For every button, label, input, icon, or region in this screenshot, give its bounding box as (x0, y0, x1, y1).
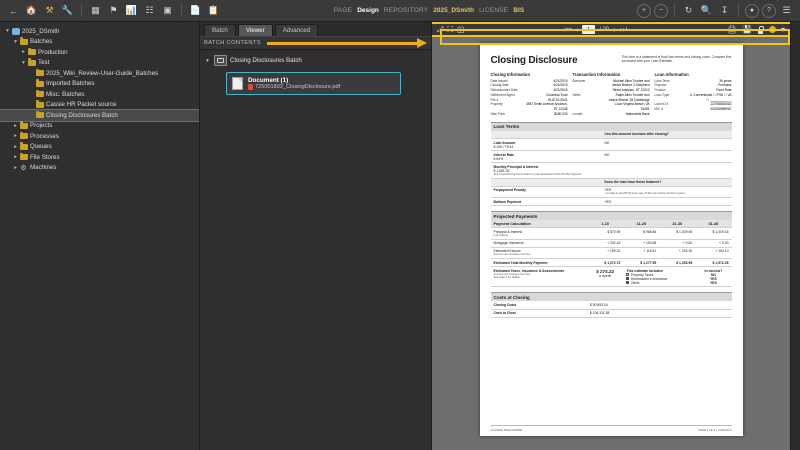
projected-payments-column-header: 11-20 (623, 220, 659, 228)
pdf-file-icon (248, 84, 253, 90)
folder-icon (19, 153, 28, 161)
folder-icon (19, 132, 28, 140)
payment-row-value: $ 1,419.16 (695, 228, 731, 239)
payment-row-label: Principal & Interest (493, 229, 522, 234)
tree-item-cassie-hr-packet-source[interactable] (0, 100, 199, 111)
page-number-input[interactable]: 1 (582, 25, 595, 34)
tab-viewer[interactable]: Viewer (238, 24, 273, 36)
loan-info-row (655, 93, 732, 103)
loan-info-row (655, 107, 732, 112)
main-body (0, 22, 800, 450)
payment-row-value: $ 1,277.95 (623, 258, 659, 266)
tree-item-closing-disclosures-batch[interactable] (0, 110, 199, 121)
chevron-right-icon[interactable]: ▸ (14, 154, 17, 161)
tree-item-label: Machines (30, 164, 57, 172)
viewer-stage[interactable] (432, 37, 790, 450)
tree-item-test[interactable] (0, 58, 199, 69)
in-escrow-value: YES (709, 280, 717, 285)
payment-row-value: + 224.30 (659, 247, 695, 258)
payment-row-value: $ 966.86 (623, 228, 659, 239)
help-icon[interactable]: ? (762, 4, 776, 18)
top-toolbar-right (637, 3, 794, 18)
tree-item-2025-dsmith[interactable] (0, 26, 199, 37)
closing-info-row (491, 112, 568, 117)
payment-row-label: Mortgage Insurance (493, 241, 524, 246)
field-value: Fixed Rate (716, 88, 732, 93)
field-value: 25-8742-0001 (547, 97, 568, 102)
payment-row-value: $ 1,029.65 (659, 228, 695, 239)
projected-payments-table (491, 220, 732, 287)
payment-row-value: + 0.00 (659, 239, 695, 247)
prev-page-icon[interactable]: ‹ (575, 24, 579, 34)
chevron-right-icon[interactable]: ▸ (14, 164, 17, 171)
projected-payments-title: Projected Payments (493, 213, 538, 219)
chevron-right-icon[interactable]: ▸ (14, 133, 17, 140)
fit-page-icon[interactable]: ⤢ (437, 24, 444, 34)
field-value: 30 years (719, 78, 732, 83)
folder-icon (35, 69, 44, 77)
field-label: Loan Term (654, 78, 670, 83)
escrow-checkbox[interactable] (626, 281, 629, 284)
costs-value: $ 50,893.04 (587, 301, 732, 309)
closing-information-block (491, 72, 568, 117)
search-icon[interactable]: 🔍 (700, 5, 713, 15)
batch-contents-bar (200, 36, 431, 50)
costs-row (491, 309, 732, 317)
field-value: 4/21/2015 (553, 83, 568, 88)
tree-item-label: Processes (30, 132, 59, 140)
projected-payments-row (491, 239, 732, 247)
escrow-checkbox[interactable] (626, 273, 629, 276)
field-label: Closing Date (490, 83, 509, 88)
folder-icon (19, 143, 28, 151)
folder-icon (19, 122, 28, 130)
escrow-row (491, 267, 732, 287)
pdf-footer-right: PAGE 1 OF 5 • LOAN ID # (698, 428, 732, 432)
tree-item-processes[interactable] (0, 131, 199, 142)
first-page-icon[interactable]: ⏮ (564, 24, 572, 34)
tools-icon[interactable]: ⚒ (45, 5, 54, 15)
loan-terms-answer: NO (601, 139, 731, 151)
document-viewer-panel (432, 22, 790, 450)
download-icon[interactable]: ↧ (720, 5, 729, 15)
transaction-information-heading: Transaction Information (572, 72, 621, 77)
field-value: 4/21/2015 (553, 78, 568, 83)
repository-value: 2025_DSmith (433, 7, 475, 14)
tree-item-file-stores[interactable] (0, 152, 199, 163)
escrow-include-text: Property Taxes (630, 272, 654, 277)
payment-row-label: Estimated Total Monthly Payment (493, 260, 548, 265)
payment-row-value: + 118.41 (623, 247, 659, 258)
loan-feature-label: Balloon Payment (493, 199, 522, 204)
grid-icon[interactable]: ▦ (91, 5, 100, 15)
in-escrow-value: YES (709, 276, 717, 281)
payment-row-value: $ 1,253.95 (659, 258, 695, 266)
pdf-subtitle: This form is a statement of final loan terms and closing costs. Compare this document with your Loan Estimate. (621, 55, 732, 64)
last-page-icon[interactable]: ⏭ (619, 24, 628, 34)
loan-feature-row (491, 186, 732, 197)
page-count-label: / 20 (599, 26, 610, 33)
tree-item-label: Queues (30, 143, 52, 151)
tree-item-imported-batches[interactable] (0, 79, 199, 90)
field-label: MIC # (654, 107, 664, 112)
tree-item-label: Cassie HR Packet source (46, 101, 117, 109)
field-value: $180,000 (554, 112, 568, 117)
field-label: Disbursement Date (490, 88, 518, 93)
context-breadcrumb (224, 7, 634, 14)
home-icon[interactable]: 🏠 (25, 5, 38, 15)
payment-row-value: + 153.10 (695, 247, 731, 258)
loan-terms-row (491, 151, 732, 163)
costs-at-closing-table (491, 301, 732, 317)
field-label: Product (654, 88, 666, 93)
field-value: 4/21/2015 (553, 88, 568, 93)
payment-row-note: only interest (493, 233, 508, 237)
split-view-icon[interactable]: ◫ (457, 24, 465, 34)
chevron-down-icon[interactable]: ▾ (14, 38, 17, 45)
field-value: Michael Allen Trustee and Janice Brisher 3 Shepherd Street Anytown, ST 12312 (611, 78, 650, 93)
chevron-down-icon[interactable]: ▾ (22, 59, 25, 66)
payment-row-value: $ 1,572.26 (695, 258, 731, 266)
loan-terms-answer: NO (601, 151, 731, 163)
tree-item-label: Imported Batches (46, 80, 95, 88)
folder-icon (27, 48, 36, 56)
tab-batch[interactable]: Batch (204, 24, 236, 36)
transaction-info-row (573, 79, 650, 93)
viewer-toolbar-right (727, 26, 785, 34)
database-icon (11, 27, 20, 35)
projected-payments-column-header: 31-40 (695, 220, 731, 228)
loan-terms-value: 6.64% (493, 156, 504, 161)
loan-terms-row (491, 163, 732, 178)
chevron-down-icon[interactable]: ▾ (780, 24, 785, 34)
license-label: LICENSE (479, 7, 509, 14)
loan-terms-table (491, 131, 732, 206)
chevron-down-icon[interactable]: ▾ (206, 57, 209, 64)
loan-terms-label: Loan Amount (493, 140, 516, 145)
tree-item-production[interactable] (0, 47, 199, 58)
chevron-right-icon[interactable]: ▸ (14, 143, 17, 150)
folder-icon (27, 59, 36, 67)
escrow-checkbox[interactable] (626, 277, 629, 280)
repository-tree-panel[interactable] (0, 22, 200, 450)
projected-payments-column-header: 21-30 (659, 220, 695, 228)
toolbar-divider-3 (674, 4, 675, 17)
transaction-information-block (573, 72, 650, 117)
pdf-info-columns (491, 72, 732, 117)
loan-terms-label: Interest Rate (493, 152, 515, 157)
payment-row-value: + 0.00 (695, 239, 731, 247)
toolbar-divider (81, 4, 82, 17)
folder-icon (35, 80, 44, 88)
loan-features-header-row (491, 178, 732, 186)
layers-icon[interactable]: ☷ (145, 5, 154, 15)
pdf-footer (491, 425, 732, 432)
batch-name: Closing Disclosures Batch (230, 57, 302, 64)
payment-row-label: Estimated Escrow (493, 249, 521, 254)
print-icon[interactable]: 🖨 (726, 24, 738, 34)
projected-payments-header-row (491, 220, 732, 228)
toolbar-divider-2 (181, 4, 182, 17)
toolbar-divider-4 (738, 4, 739, 17)
field-label: Borrower (572, 78, 586, 83)
payment-row-value: + 192.68 (623, 239, 659, 247)
refresh-icon[interactable]: ↻ (684, 5, 693, 15)
tree-item-label: Misc. Batches (46, 90, 85, 98)
loan-terms-col2-header: Can this amount increase after closing? (601, 131, 731, 139)
tree-item-label: Batches (30, 38, 53, 46)
tree-item-projects[interactable] (0, 121, 199, 132)
loan-terms-row (491, 139, 732, 151)
pdf-title: Closing Disclosure (490, 55, 578, 66)
field-label: Settlement Agent (490, 92, 515, 97)
back-arrow-icon[interactable]: ← (9, 5, 18, 16)
top-toolbar (0, 0, 800, 22)
escrow-period: a month (599, 273, 612, 278)
field-label: Date Issued (490, 78, 508, 83)
costs-label: Cash to Close (493, 311, 517, 316)
costs-at-closing-heading (491, 292, 732, 301)
loan-feature-label: Prepayment Penalty (493, 188, 526, 193)
next-page-icon[interactable]: › (613, 24, 616, 34)
flag-icon[interactable]: ⚑ (109, 5, 118, 15)
costs-label: Closing Costs (493, 302, 517, 307)
loan-terms-label: Monthly Principal & Interest (493, 165, 539, 170)
folder-icon (35, 90, 44, 98)
tree-item-label: Projects (30, 122, 53, 130)
payment-row-value: $ 1,072.73 (587, 258, 624, 266)
add-circle-icon[interactable]: + (637, 4, 651, 18)
doc-icon[interactable]: 📄 (189, 5, 202, 15)
field-label: Loan ID # (654, 102, 669, 107)
projected-payments-row (491, 228, 732, 239)
loan-terms-header-row (491, 131, 732, 139)
loan-information-block (655, 72, 732, 117)
loan-terms-value: $ 1,681.52 (493, 169, 510, 174)
field-label: Property (490, 102, 503, 107)
projected-payments-heading (491, 211, 732, 220)
page-label: PAGE (333, 7, 353, 14)
document-title: Document (1) (248, 77, 289, 84)
field-value: 000298989987 (710, 107, 732, 112)
minus-circle-icon[interactable]: − (654, 4, 668, 18)
folder-icon (35, 101, 44, 109)
closing-info-row (491, 102, 568, 112)
closing-information-heading: Closing Information (490, 72, 531, 77)
folder-icon (35, 111, 44, 119)
projected-payments-column-header: 1-10 (587, 220, 624, 228)
batch-root-node[interactable] (204, 55, 427, 66)
projected-payments-row (491, 247, 732, 258)
escrow-label: Estimated Taxes, Insurance & Assessments (493, 268, 564, 273)
projected-payments-row (491, 258, 732, 266)
field-label: Seller (572, 92, 581, 97)
viewer-toolbar-left (437, 26, 465, 34)
tree-item-label: File Stores (30, 153, 60, 161)
tree-item-batches[interactable] (0, 37, 199, 48)
tree-item-label: 2025_DSmith (22, 27, 60, 35)
document-filename-row (248, 84, 340, 90)
tree-item-label: Closing Disclosures Batch (46, 111, 118, 119)
document-filename: 725001802_ClosingDisclosure.pdf (255, 84, 341, 90)
user-icon[interactable]: ● (745, 4, 759, 18)
field-value: 4567 Smith Avenue Anytown, ST 12345 (526, 102, 568, 112)
batch-panel (200, 22, 432, 450)
escrow-include-text: Homeowner's Insurance (630, 276, 668, 281)
costs-at-closing-title: Costs at Closing (493, 294, 530, 300)
chevron-right-icon[interactable]: ▸ (22, 49, 25, 56)
tab-advanced[interactable]: Advanced (275, 24, 319, 36)
chart-icon[interactable]: 📊 (125, 5, 138, 15)
page-value: Design (357, 7, 379, 14)
loan-terms-answer (601, 163, 731, 178)
panel-tabs[interactable] (200, 22, 431, 36)
loan-terms-note: See Projected Payments below for your Estimated Total Monthly Payment (493, 173, 582, 177)
document-page-icon (232, 77, 243, 90)
transaction-info-row (573, 93, 650, 112)
chevron-right-icon[interactable]: ▸ (14, 122, 17, 129)
tree-item-label: Production (38, 48, 68, 56)
loan-information-heading: Loan Information (654, 72, 689, 77)
field-value: ☒ Conventional ☐ FHA ☐ VA ☐ ____________ (689, 92, 732, 102)
field-label: Loan Type (654, 92, 670, 97)
loan-feature-answer: YES • As high as $2,205.00 if you pay off the loan during the first 2 years (601, 186, 731, 197)
loan-feature-note: • As high as $2,205.00 if you pay off the loan during the first 2 years (604, 192, 685, 196)
batch-contents-label: BATCH CONTENTS (204, 40, 261, 46)
field-label: File # (490, 97, 499, 102)
loan-terms-heading (491, 122, 732, 131)
copy-icon[interactable]: 📋 (207, 5, 220, 15)
escrow-include-text: Other: (630, 280, 641, 285)
loan-features-header: Does the loan have these features? (601, 178, 731, 186)
batch-contents-area[interactable] (200, 50, 431, 450)
repository-label: REPOSITORY (383, 7, 429, 14)
tree-rows (0, 26, 199, 173)
in-escrow-value: NO (710, 272, 716, 277)
gear-icon: ⚙ (20, 164, 27, 172)
folder-icon (19, 38, 28, 46)
lock-icon[interactable] (757, 26, 764, 34)
orange-status-icon[interactable] (769, 26, 776, 33)
field-value: Columbia Trust (546, 92, 568, 97)
tree-item-misc-batches[interactable] (0, 89, 199, 100)
escrow-amount: $ 274.22 (596, 268, 615, 274)
save-icon[interactable]: 💾 (742, 24, 752, 34)
field-value: Purchase (718, 83, 732, 88)
field-value: 123788833562 (710, 102, 732, 107)
tree-item-label: Test (38, 59, 50, 67)
wrench-icon[interactable]: 🔧 (61, 5, 74, 15)
tree-item-label: 2025_Wiki_Review-User-Guide_Batches (46, 69, 159, 77)
payment-calculation-header: Payment Calculation (491, 220, 587, 228)
document-card[interactable] (226, 72, 401, 95)
payment-row-value: + 242.43 (587, 239, 624, 247)
tree-item-machines[interactable] (0, 163, 199, 174)
field-label: Lender (572, 112, 583, 117)
cube-icon[interactable]: ▣ (163, 5, 172, 15)
in-escrow-label: In escrow? (704, 268, 723, 273)
tree-item-2025-wiki-review-user-guide-batches[interactable] (0, 68, 199, 79)
field-label: Purpose (654, 83, 667, 88)
transaction-info-row (573, 112, 650, 117)
loan-terms-title: Loan Terms (493, 124, 520, 130)
loan-feature-row (491, 198, 732, 206)
right-rail (790, 22, 800, 450)
zoom-icon[interactable]: ⛶ (447, 24, 454, 34)
loan-feature-answer: YES (601, 198, 731, 206)
costs-value: $ 106,311.58 (587, 309, 732, 317)
chevron-down-icon[interactable]: ▾ (6, 28, 9, 35)
escrow-note: Amount can increase over time See page 4 for details (493, 272, 531, 279)
payment-row-note: Amount can increase over time (493, 253, 531, 257)
escrow-includes-label: This estimate includes (626, 268, 663, 273)
field-value: Nationwide Bank (625, 112, 650, 117)
payment-row-value: $ 570.99 (587, 228, 624, 239)
page-navigator[interactable] (469, 25, 723, 34)
pdf-page[interactable] (480, 43, 743, 436)
loan-terms-value: $ 105,775.44 (493, 144, 514, 149)
payment-row-value: + 159.31 (587, 247, 624, 258)
orange-arrow-annotation (265, 39, 427, 48)
field-label: Sale Price (490, 112, 506, 117)
batch-icon (214, 55, 227, 66)
field-value: Ralph Allen Trustee and Janice Brisher 28 Cambridge Court Virginia Beach, VA 23451 (608, 92, 650, 112)
tree-item-queues[interactable] (0, 142, 199, 153)
menu-icon[interactable]: ☰ (782, 5, 791, 15)
viewer-toolbar[interactable] (432, 22, 790, 37)
costs-row (491, 301, 732, 309)
pdf-footer-left: CLOSING DISCLOSURE (490, 428, 523, 432)
license-value: BIS (513, 7, 525, 14)
